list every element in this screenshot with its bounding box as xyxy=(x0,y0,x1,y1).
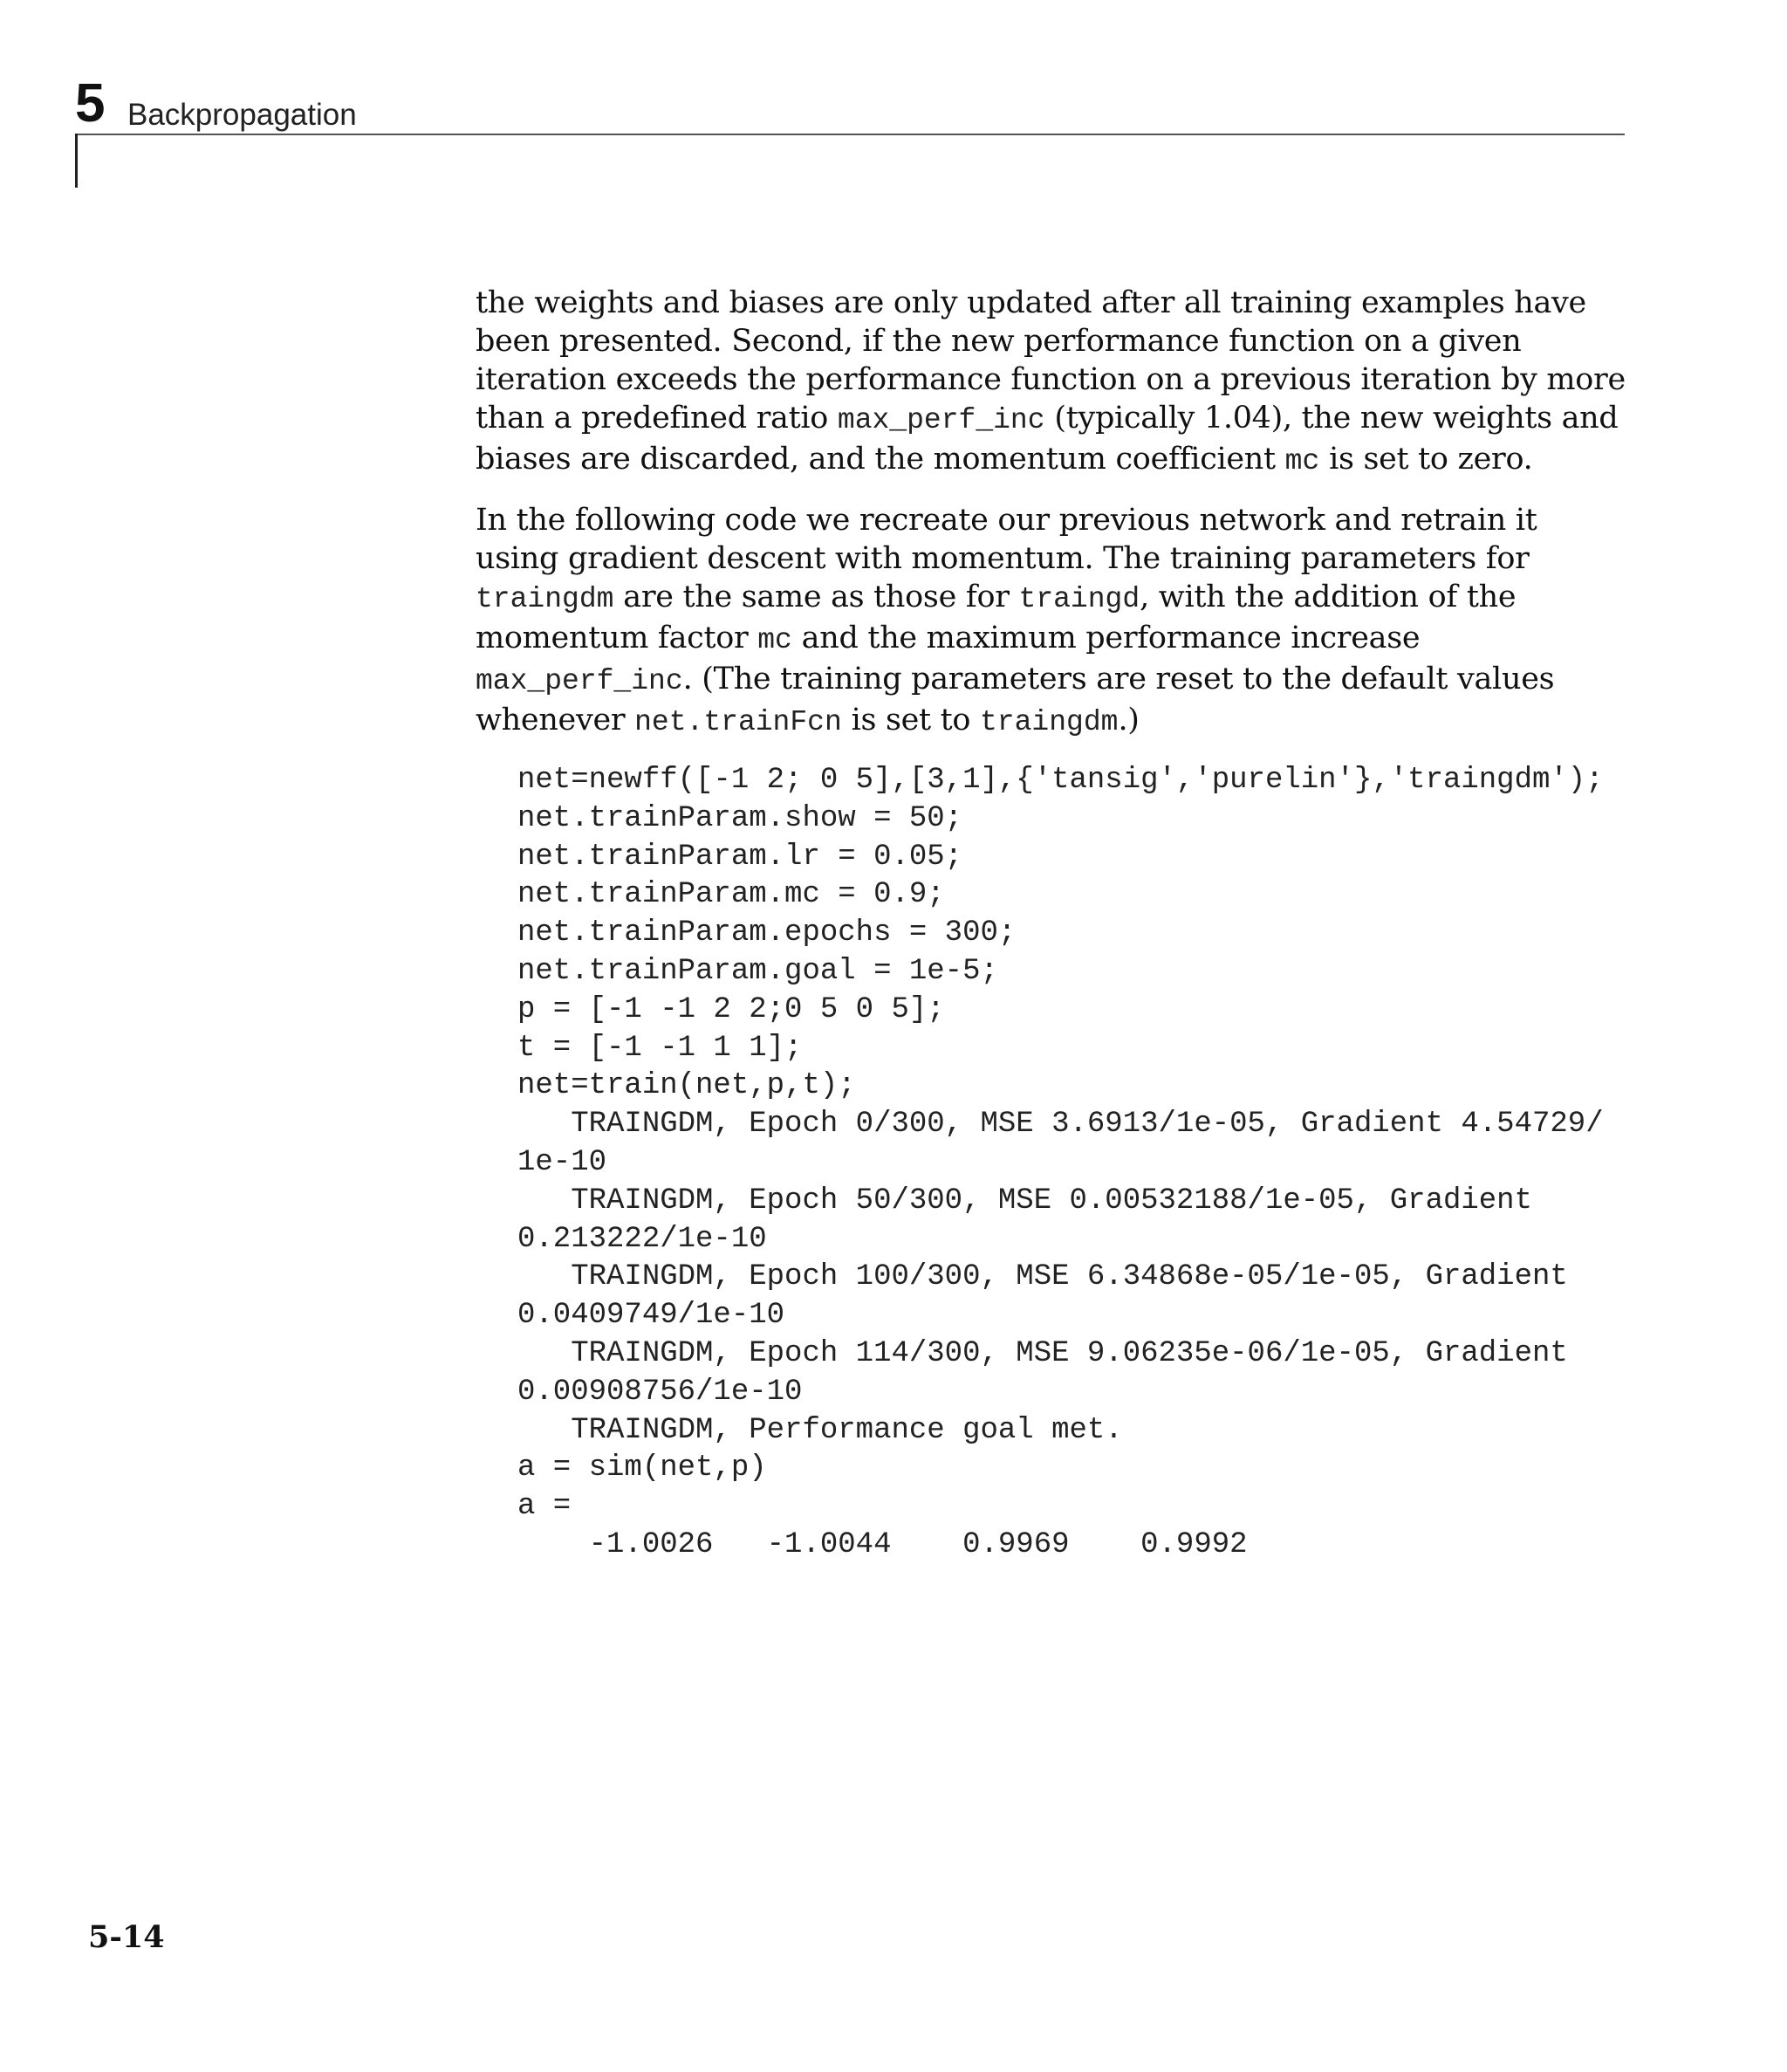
inline-code-mc: mc xyxy=(757,624,792,656)
inline-code-mc: mc xyxy=(1284,445,1320,477)
code-line: -1.0026 -1.0044 0.9969 0.9992 xyxy=(517,1527,1248,1561)
code-line: a = sim(net,p) xyxy=(517,1451,767,1485)
paragraph-2-text-1: In the following code we recreate our previous network and retrain it using gradient descent with momentum. The training parameters for xyxy=(476,503,1537,576)
code-line: p = [-1 -1 2 2;0 5 0 5]; xyxy=(517,992,945,1026)
paragraph-2-text-5: . (The training parameters are reset to the default values whenever xyxy=(476,662,1555,738)
code-line: net.trainParam.show = 50; xyxy=(517,801,963,835)
paragraph-2 xyxy=(476,501,1627,742)
code-block xyxy=(476,762,1627,1565)
chapter-title: Backpropagation xyxy=(127,98,357,132)
paragraph-1-text-2: (typically 1.04), the new weights and biases are discarded, and the momentum coefficient xyxy=(476,401,1619,477)
paragraph-2-text-6: is set to xyxy=(841,703,980,738)
header-tick xyxy=(75,134,78,188)
code-line: net=train(net,p,t); xyxy=(517,1069,856,1103)
code-line: a = xyxy=(517,1490,572,1524)
code-line: 0.00908756/1e-10 xyxy=(517,1375,803,1409)
code-line: t = [-1 -1 1 1]; xyxy=(517,1031,803,1065)
page-number: 5-14 xyxy=(88,1919,165,1955)
page-header xyxy=(0,0,1787,192)
paragraph-1-text-1: the weights and biases are only updated after all training examples have been presented. Second, if the new performance function on a given iteration exceeds the performance function on a previous iteration by more than a predefined ratio xyxy=(476,285,1626,436)
code-line: TRAINGDM, Epoch 0/300, MSE 3.6913/1e-05, Gradient 4.54729/ xyxy=(517,1108,1604,1142)
inline-code-traingdm: traingdm xyxy=(980,706,1119,738)
paragraph-2-text-2: are the same as those for xyxy=(613,580,1019,614)
code-line: net.trainParam.goal = 1e-5; xyxy=(517,954,998,988)
inline-code-traingdm: traingdm xyxy=(476,583,614,615)
paragraph-2-text-4: and the maximum performance increase xyxy=(791,621,1421,655)
chapter-number: 5 xyxy=(75,73,106,134)
header-rule xyxy=(75,134,1625,135)
paragraph-2-text-3: , with the addition of the momentum factor xyxy=(476,580,1517,655)
code-line: net.trainParam.mc = 0.9; xyxy=(517,878,945,912)
code-line: net=newff([-1 2; 0 5],[3,1],{'tansig','purelin'},'traingdm'); xyxy=(517,764,1604,797)
paragraph-1 xyxy=(476,284,1627,481)
code-line: net.trainParam.epochs = 300; xyxy=(517,916,1017,950)
code-line: TRAINGDM, Epoch 114/300, MSE 9.06235e-06/1e-05, Gradient xyxy=(517,1336,1568,1370)
code-line: 0.213222/1e-10 xyxy=(517,1222,767,1256)
code-line: TRAINGDM, Performance goal met. xyxy=(517,1413,1123,1447)
code-line: TRAINGDM, Epoch 50/300, MSE 0.00532188/1e-05, Gradient xyxy=(517,1184,1532,1218)
inline-code-net-trainfcn: net.trainFcn xyxy=(634,706,842,738)
page-content xyxy=(476,284,1627,1565)
paragraph-1-text-3: is set to zero. xyxy=(1319,442,1533,477)
code-line: 1e-10 xyxy=(517,1145,607,1179)
code-line: 0.0409749/1e-10 xyxy=(517,1299,785,1333)
paragraph-2-text-7: .) xyxy=(1118,703,1140,738)
inline-code-max-perf-inc: max_perf_inc xyxy=(837,404,1045,436)
code-line: TRAINGDM, Epoch 100/300, MSE 6.34868e-05/1e-05, Gradient xyxy=(517,1260,1568,1294)
inline-code-traingd: traingd xyxy=(1018,583,1140,615)
inline-code-max-perf-inc: max_perf_inc xyxy=(476,665,683,697)
code-line: net.trainParam.lr = 0.05; xyxy=(517,840,963,874)
